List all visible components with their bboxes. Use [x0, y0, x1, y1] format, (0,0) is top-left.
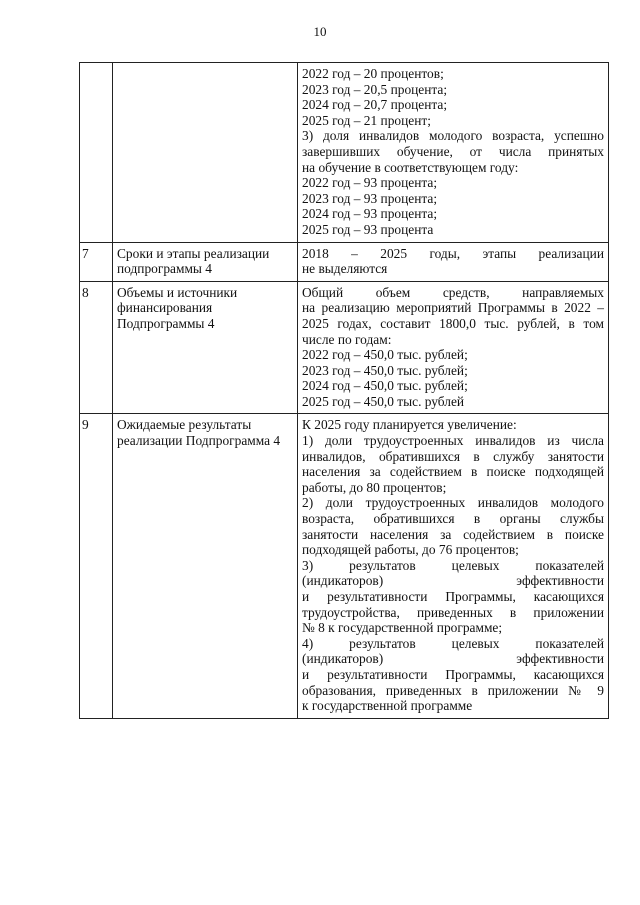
- content-line: 2025 год – 21 процент;: [302, 112, 431, 128]
- label-line: реализации Подпрограмма 4: [117, 433, 281, 449]
- content-line: 2025 год – 93 процента: [302, 221, 434, 237]
- content-line: трудоустройства, приведенных в приложении: [302, 604, 604, 620]
- content-line: 2022 год – 93 процента;: [302, 175, 438, 191]
- content-line: К 2025 году планируется увеличение:: [302, 417, 517, 433]
- row-content-cell: [298, 414, 609, 718]
- row-label-cell: [113, 281, 298, 414]
- content-line: (индикаторов) эффективности: [302, 651, 604, 667]
- content-line: и результативности Программы, касающихся: [302, 666, 604, 682]
- label-line: Сроки и этапы реализации: [117, 245, 270, 261]
- table-row: [80, 242, 609, 281]
- label-line: Ожидаемые результаты: [117, 417, 252, 433]
- content-line: 2023 год – 93 процента;: [302, 190, 438, 206]
- content-line: 2023 год – 20,5 процента;: [302, 81, 448, 97]
- page-number: 10: [313, 24, 327, 39]
- content-line: инвалидов, обратившихся в службу занятости: [302, 448, 604, 464]
- row-content-cell: [298, 63, 609, 243]
- row-content-cell: [298, 242, 609, 281]
- label-line: финансирования: [117, 300, 213, 316]
- content-line: не выделяются: [302, 261, 388, 277]
- content-line: занятости населения за содействием в поиске: [302, 526, 604, 542]
- content-line: 1) доли трудоустроенных инвалидов из числа: [302, 433, 604, 449]
- content-line: на обучение в соответствующем году:: [302, 159, 519, 175]
- content-line: образования, приведенных в приложении № 9: [302, 682, 604, 698]
- content-line: 2022 год – 450,0 тыс. рублей;: [302, 347, 468, 363]
- row-label-cell: [113, 414, 298, 718]
- content-line: 2024 год – 450,0 тыс. рублей;: [302, 378, 468, 394]
- table-row: [80, 281, 609, 414]
- content-line: 2022 год – 20 процентов;: [302, 66, 444, 81]
- content-line: к государственной программе: [302, 698, 473, 714]
- content-line: на реализацию мероприятий Программы в 2022 –: [302, 300, 604, 316]
- content-line: 2025 год – 450,0 тыс. рублей: [302, 393, 465, 409]
- table-row: [80, 63, 609, 243]
- row-label-cell: [113, 242, 298, 281]
- content-line: 2023 год – 450,0 тыс. рублей;: [302, 362, 468, 378]
- content-line: и результативности Программы, касающихся: [302, 589, 604, 604]
- content-line: 2025 годах, составит 1800,0 тыс. рублей, в том: [302, 315, 604, 331]
- table-row: [80, 414, 609, 718]
- content-line: возраста, обратившихся в органы службы: [302, 511, 604, 527]
- content-line: населения за содействием в поиске подходящей: [302, 464, 604, 480]
- content-line: 2) доли трудоустроенных инвалидов молодого: [302, 495, 604, 511]
- row-number-cell: 8: [80, 281, 113, 414]
- content-line: 4) результатов целевых показателей: [302, 635, 604, 651]
- row-label-cell: [113, 63, 298, 243]
- content-line: 3) результатов целевых показателей: [302, 557, 604, 573]
- content-line: 2018 – 2025 годы, этапы реализации: [302, 245, 604, 261]
- row-number-cell: [80, 63, 113, 243]
- content-line: 2024 год – 93 процента;: [302, 206, 438, 222]
- content-line: 2024 год – 20,7 процента;: [302, 97, 448, 113]
- content-line: (индикаторов) эффективности: [302, 573, 604, 589]
- content-line: работы, до 80 процентов;: [302, 479, 447, 495]
- row-number-cell: 9: [80, 414, 113, 718]
- row-number-cell: 7: [80, 242, 113, 281]
- label-line: Объемы и источники: [117, 284, 238, 300]
- content-line: № 8 к государственной программе;: [302, 620, 503, 636]
- content-line: подходящей работы, до 76 процентов;: [302, 542, 519, 558]
- subprogram-passport-table: [79, 62, 609, 719]
- content-line: завершивших обучение, от числа принятых: [302, 143, 604, 159]
- content-line: 3) доля инвалидов молодого возраста, успешно: [302, 128, 604, 144]
- row-content-cell: [298, 281, 609, 414]
- content-line: Общий объем средств, направляемых: [302, 284, 604, 300]
- content-line: числе по годам:: [302, 331, 392, 347]
- label-line: подпрограммы 4: [117, 261, 212, 277]
- label-line: Подпрограммы 4: [117, 315, 215, 331]
